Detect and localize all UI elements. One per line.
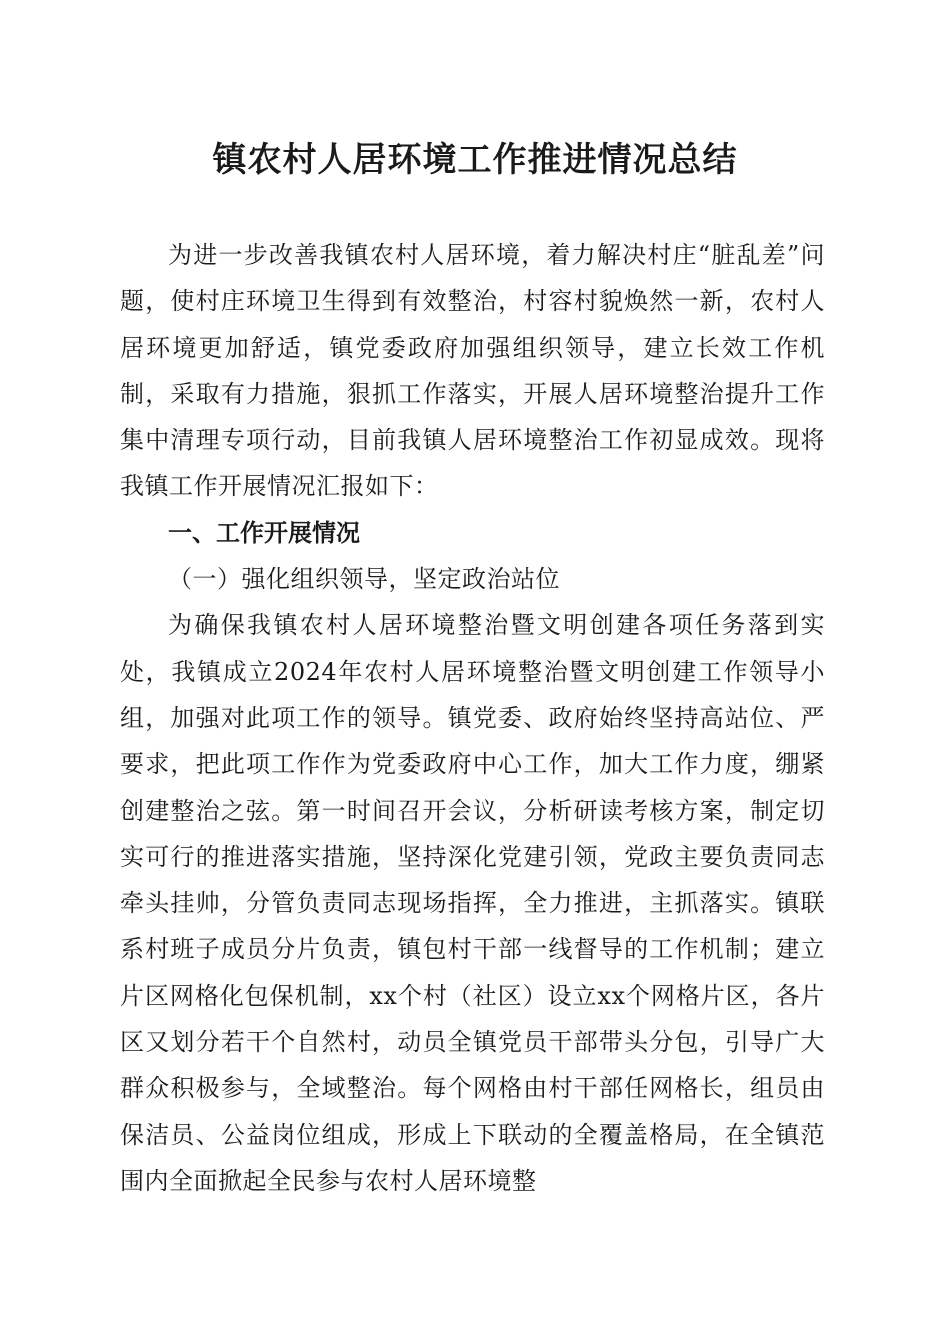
document-body	[120, 232, 825, 1204]
intro-paragraph: 为进一步改善我镇农村人居环境，着力解决村庄“脏乱差”问题，使村庄环境卫生得到有效整治，村容村貌焕然一新，农村人居环境更加舒适，镇党委政府加强组织领导，建立长效工作机制，采取有力措施，狠抓工作落实，开展人居环境整治提升工作集中清理专项行动，目前我镇人居环境整治工作初显成效。现将我镇工作开展情况汇报如下：	[120, 241, 825, 501]
document-title: 镇农村人居环境工作推进情况总结	[212, 140, 738, 180]
subsection-paragraph: 为确保我镇农村人居环境整治暨文明创建各项任务落到实处，我镇成立2024年农村人居环境整治暨文明创建工作领导小组，加强对此项工作的领导。镇党委、政府始终坚持高站位、严要求，把此项工作作为党委政府中心工作，加大工作力度，绷紧创建整治之弦。第一时间召开会议，分析研读考核方案，制定切实可行的推进落实措施，坚持深化党建引领，党政主要负责同志牵头挂帅，分管负责同志现场指挥，全力推进，主抓落实。镇联系村班子成员分片负责，镇包村干部一线督导的工作机制；建立片区网格化包保机制，xx个村（社区）设立xx个网格片区，各片区又划分若干个自然村，动员全镇党员干部带头分包，引导广大群众积极参与，全域整治。每个网格由村干部任网格长，组员由保洁员、公益岗位组成，形成上下联动的全覆盖格局，在全镇范围内全面掀起全民参与农村人居环境整	[120, 611, 825, 1195]
subsection-heading: （一）强化组织领导，坚定政治站位	[168, 565, 560, 594]
section-heading: 一、工作开展情况	[168, 518, 360, 547]
